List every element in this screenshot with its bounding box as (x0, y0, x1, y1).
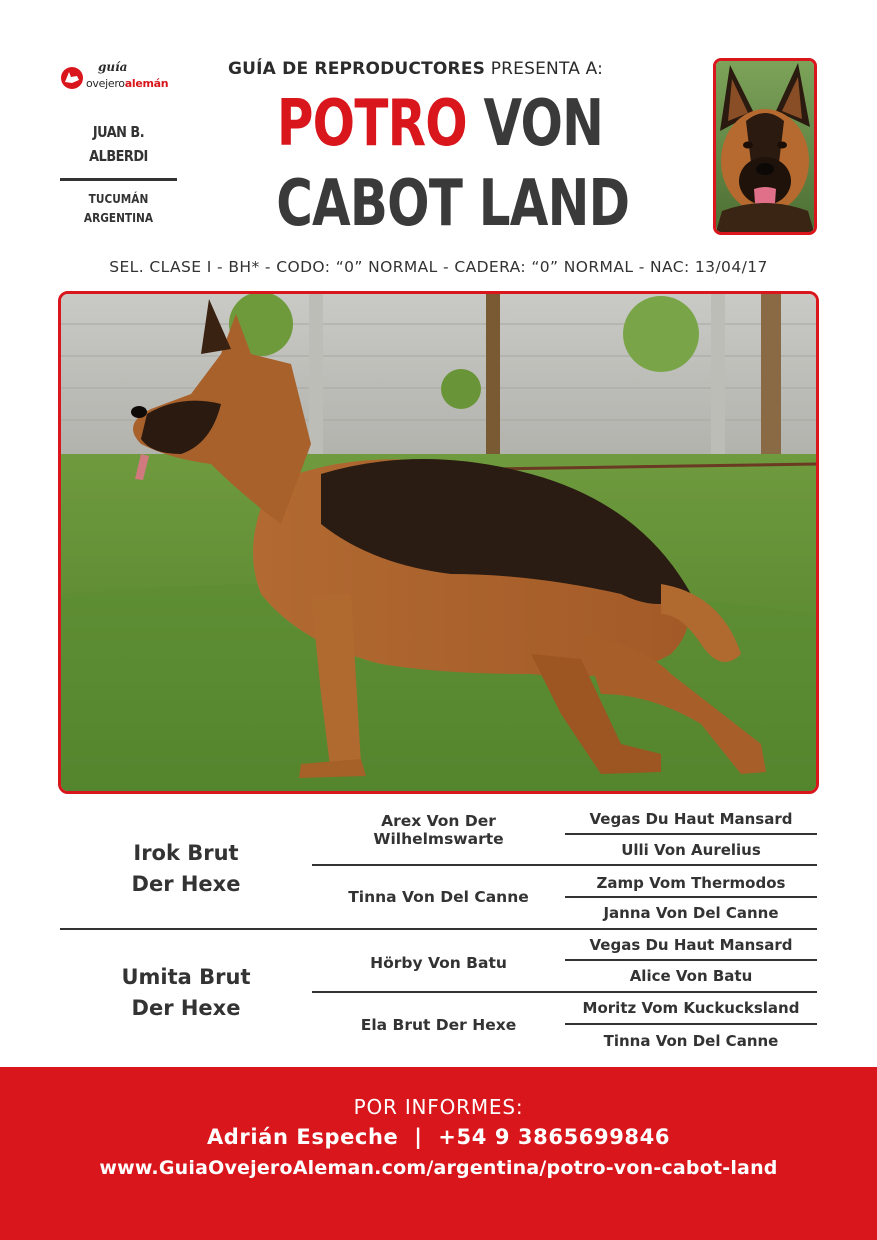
presenta-bold: GUÍA DE REPRODUCTORES (228, 59, 486, 79)
pedigree-dam: Umita Brut Der Hexe (121, 965, 251, 1020)
pedigree-dam-sire-dam: Alice Von Batu (629, 967, 753, 985)
presenta-line (228, 59, 603, 79)
pedigree-dam-dam: Ela Brut Der Hexe (360, 1016, 517, 1034)
pedigree-divider (312, 991, 817, 993)
title-rest-line-1: VON (466, 87, 604, 161)
location-city: JUAN B. ALBERDI (89, 123, 148, 165)
dog-main-photo (58, 291, 819, 794)
pedigree-sire-dam-sire: Zamp Vom Thermodos (596, 874, 786, 892)
dog-head-icon (60, 66, 84, 90)
pedigree-dam-sire-sire: Vegas Du Haut Mansard (589, 936, 793, 954)
pedigree-main-divider (60, 928, 817, 930)
dog-standing-illustration (61, 294, 816, 791)
logo-name-text (86, 77, 168, 90)
dog-portrait-photo (713, 58, 817, 235)
logo-guia-text: guía (98, 60, 128, 74)
pedigree-divider (565, 959, 817, 961)
pedigree-divider (565, 896, 817, 898)
dog-name-title (230, 84, 650, 244)
location-region: TUCUMÁN ARGENTINA (83, 192, 154, 225)
pedigree-sire-dam-dam: Janna Von Del Canne (603, 904, 779, 922)
pedigree-sire-sire-dam: Ulli Von Aurelius (621, 841, 761, 859)
pedigree-sire-sire-sire: Vegas Du Haut Mansard (589, 810, 793, 828)
logo-name-plain: ovejero (86, 77, 125, 90)
footer-contact-band (0, 1067, 877, 1240)
pedigree-sire: Irok Brut Der Hexe (131, 841, 241, 896)
pedigree-divider (312, 864, 817, 866)
pedigree-sire-dam: Tinna Von Del Canne (348, 888, 529, 906)
pedigree-dam-sire: Hörby Von Batu (370, 954, 507, 972)
pedigree-divider (565, 833, 817, 835)
title-line-1 (276, 84, 604, 164)
title-line-2: CABOT LAND (276, 167, 630, 241)
footer-heading: POR INFORMES: (353, 1095, 524, 1119)
brand-logo (58, 60, 188, 100)
footer-contact: Adrián Espeche | +54 9 3865699846 (206, 1125, 671, 1149)
location-divider (60, 178, 177, 181)
logo-name-accent: alemán (124, 77, 169, 90)
dog-portrait-illustration (716, 61, 814, 232)
presenta-rest: PRESENTA A: (485, 59, 604, 79)
pedigree-sire-sire: Arex Von Der Wilhelmswarte (373, 812, 504, 848)
pedigree-dam-dam-sire: Moritz Vom Kuckucksland (582, 999, 800, 1017)
footer-url-link[interactable]: www.GuiaOvejeroAleman.com/argentina/potro-von-cabot-land (99, 1157, 778, 1179)
pedigree-dam-dam-dam: Tinna Von Del Canne (603, 1032, 779, 1050)
title-red-word: POTRO (276, 87, 467, 161)
pedigree-divider (565, 1023, 817, 1025)
specs-line: SEL. CLASE I - BH* - CODO: “0” NORMAL - CADERA: “0” NORMAL - NAC: 13/04/17 (109, 258, 768, 276)
